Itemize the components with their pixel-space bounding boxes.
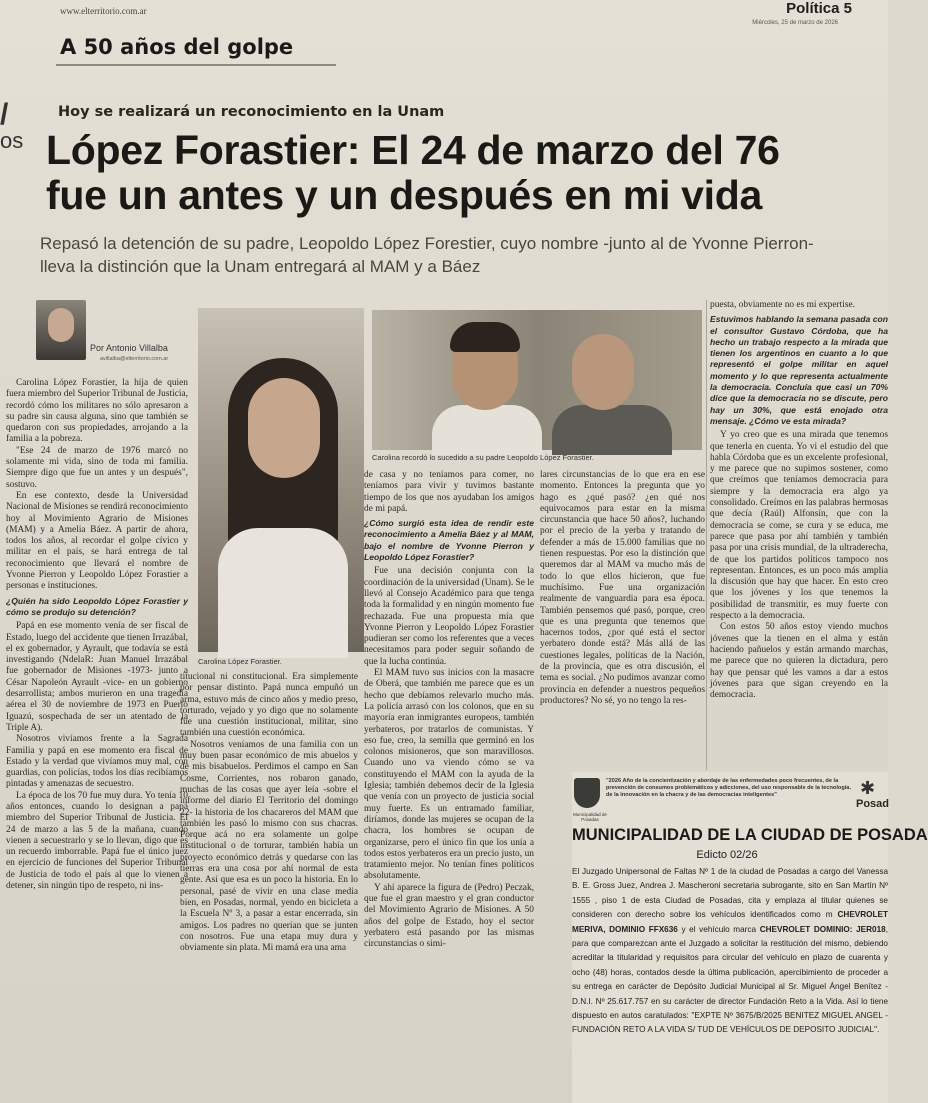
site-url: www.elterritorio.com.ar — [60, 6, 147, 16]
gutter-fragment: os — [0, 128, 24, 153]
article-kicker: Hoy se realizará un reconocimiento en la Unam — [58, 104, 445, 120]
series-tag: A 50 años del golpe — [60, 35, 294, 59]
photo-father-and-son — [372, 310, 702, 450]
photo-caption: Carolina recordó lo sucedido a su padre Leopoldo López Forastier. — [372, 453, 594, 462]
column-divider — [706, 300, 707, 770]
article-column-3: de casa y no teníamos para comer, no teníamos para vivir y tuvimos bastante tiempo de los que nos ayudaban los amigos de mi papá. ¿Cómo surgió esta idea de rendir este reconocimiento a Amelia Báez y al MAM, bajo el nombre de Yvonne Pierron y Leopoldo López Forastier? Fue una decisión conjunta con la coordinación de la universidad (Unam). Se le llevó al Consejo Académico para que tenga toda la formalidad y en ningún momento fue rechazada. Fue una propuesta mía que Yvonne Pierron y Leopoldo López Forastier pudieran ser como los referentes que a veces necesitamos para poder seguir soñando de que la lucha continúa. El MAM tuvo sus inicios con la masacre de Oberá, que también me parece que es un hecho que debíamos relevarlo mucho más. La policía arrasó con los colonos, que en su mayoría eran inmigrantes europeos, también yerbateros, por tratarlos de comunistas. Y eso fue, creo, la semilla que germinó en los colonos misioneros, que son maravillosos. Cuando uno va viendo cómo se va constituyendo el MAM con la ayuda de la Iglesia; también debemos decir de la Iglesia que venía con un proyecto de justicia social muy fuerte. Es un entramado familiar, diríamos, donde las mujeres se ocupan de la chacra, los hombres se ocupan de organizarse, pero el único fin que los unía a todos estos yerbateros era un precio justo, un tratamiento mejor. No tenían fines políticos absolutamente. Y ahí aparece la figura de (Pedro) Peczak, que fue el gran maestro y el gran conductor del Movimiento Agrario de Misiones. A 50 años del golpe de Estado, hoy el sector yerbatero está pasando por las mismas circunstancias o simi- — [364, 470, 534, 950]
notice-motto: "2026 Año de la concientización y abordaje de las enfermedades poco frecuentes, de la prevención de consumos problemáticos y adicciones, del uso responsable de la tecnología, de la innovación en la chacra y de las democracias inteligentes" — [606, 778, 851, 798]
photo-carolina — [198, 308, 364, 652]
page-date: Miércoles, 25 de marzo de 2026 — [752, 20, 838, 26]
article-column-2: titucional ni constitucional. Era simplemente por pensar distinto. Papá nunca empuñó un arma, estuvo más de cinco años y medio preso, torturado, vejado y yo digo que no solamente fue una cuestión institucional, militar, sino también una cuestión económica. Nosotros veníamos de una familia con un muy buen pasar económico de mis abuelos y de mis bisabuelos. Perdimos el campo en San Cosme, Corrientes, nos robaron ganado, muchas de las cosas que ayer leía -sobre el informe del diario El Territorio del domingo 22- la historia de los chacareros del MAM que también les pasó lo mismo con sus chacras. Porque acá no era solamente un golpe institucional o de torturar, también había un proyecto económico detrás y quedarse con las tierras era una cosa por ahí normal de esta gente. Así que esa es un poco la historia. En lo personal, pasé de vivir en una clase media bien, en Posadas, normal, yendo en bicicleta a la Escuela Nº 3, a pasar a estar encerrada, sin amigos. Los padres no querían que se junten con nosotros. Fue una etapa muy dura y obviamente sin plata. Mi mamá era una ama — [180, 672, 358, 954]
photo-caption: Carolina López Forastier. — [198, 657, 282, 666]
author-photo — [36, 300, 86, 360]
article-column-4: lares circunstancias de lo que era en ese momento. Entonces la pregunta que yo hago es ¿qué pasó? ¿en qué nos equivocamos para estar en la misma circunstancia que hace 50 años?, luchando por el precio de la yerba y tratando de defender a más de 15.000 familias que no tienen respuestas. Por eso la distinción que queremos dar al MAM va mucho más de todo lo que ellos hicieron, que fue muchísimo. Fue una organización realmente de vanguardia para esa época. También pensemos qué pasó, porque, creo que es una pregunta que tenemos que hacernos todos, ¿por qué está el sector yerbatero donde está? Más allá de las cuestiones legales, políticas de la Nación, de la provincia, que es otra discusión, el tema es social. ¿No pudimos avanzar como provincia en defender a nuestros pequeños productores? No sé, yo no tengo la res- — [540, 470, 705, 706]
article-deck: Repasó la detención de su padre, Leopoldo López Forestier, cuyo nombre -junto al de Yvonne Pierron- lleva la distinción que la Unam entregará al MAM y a Báez — [40, 234, 814, 276]
page-number: 5 — [843, 0, 852, 17]
notice-edict-number: Edicto 02/26 — [696, 849, 758, 861]
interview-question: ¿Quién ha sido Leopoldo López Forastier y cómo se produjo su detención? — [6, 595, 188, 617]
header-rule — [56, 64, 336, 66]
article-column-1: Carolina López Forastier, la hija de quien fuera miembro del Superior Tribunal de Justicia, recordó cómo los militares no sólo apresaron a su padre sin causa alguna, sino que también se quedaron con sus propiedades, arrojando a la familia a la pobreza. "Ese 24 de marzo de 1976 marcó no solamente mi vida, sino de toda mi familia. Siempre digo que fue un antes y un después", sostuvo. En ese contexto, desde la Universidad Nacional de Misiones se rendirá reconocimiento hoy al Movimiento Agrario de Misiones (MAM) y a Amelia Báez. A partir de ahora, todos los años, al recordar el golpe cívico y militar en el país, se hará entrega de tal reconocimiento que llevará el nombre de Yvonne Pierron y Leopoldo López Forastier a personas e instituciones. ¿Quién ha sido Leopoldo López Forastier y cómo se produjo su detención? Papá en ese momento venía de ser fiscal de Estado, luego del accidente que tienen Irrazábal, el ex gobernador, y Ayrault, que todavía se está investigando (NdelaR: Juan Manuel Irrazábal fue gobernador de Misiones -1973- junto a César Napoleón Ayrault -vice- en un gobierno desarrollista; ambos murieron en una tragedia aérea el 30 de noviembre de 1973 en Puerto Iguazú, sospechada de ser un atentado de la Triple A). Nosotros vivíamos frente a la Sagrada Familia y papá en ese momento era fiscal de Estado y la verdad que vivíamos muy mal, con guardias, con policías, todos los días recibíamos pintadas y amenazas de secuestro. La época de los 70 fue muy dura. Yo tenía 10 años entonces, cuando lo designan a papá miembro del Superior Tribunal de Justicia. El 24 de marzo a las 5 de la mañana, cuando vienen a secuestrarlo y se lo llevan, digo que es un recuerdo imborrable. Papá fue el único juez en ejercicio de funciones del Superior Tribunal de Justicia de todo el país al que lo vienen a detener, sin ningún tipo de respeto, ni ins- — [6, 378, 188, 892]
notice-body: El Juzgado Unipersonal de Faltas Nº 1 de la ciudad de Posadas a cargo del Vanessa B. E. Gross Juez, Andrea J. Mascheroni secretaria subrogante, sito en San Martín Nº 1555 , piso 1 de esta Ciudad de Posadas, cita y emplaza al titular quienes se consideren con derecho sobre los vehículos identificados como m CHEVROLET MERIVA, DOMINIO FFX636 y el vehículo marca CHEVROLET DOMINIO: JER018, para que comparezcan ante el Juzgado a solicitar la restitución del mismo, debiendo acreditar la titularidad y requisitos para circular del vehículo en plazo de cuarenta y ocho (48) horas, contados desde la última publicación, apercibimiento de proceder a su entrega en carácter de Depósito Judicial Municipal al Sr. Miguel Ángel Benítez - D.N.I. Nº 25.617.757 en su carácter de director Fundación Reto a la Vida. Así lo tiene dispuesto en autos caratulados: "EXPTE Nº 3675/B/2025 BENITEZ MIGUEL ANGEL - FUNDACIÓN RETO A LA VIDA S/ TUD DE VEHÍCULOS DE DEPOSITO JUDICIAL". — [572, 867, 889, 1035]
gutter-fragment: / — [0, 98, 9, 131]
interview-question: ¿Cómo surgió esta idea de rendir este reconocimiento a Amelia Báez y al MAM, bajo el nombre de Yvonne Pierron y Leopoldo López Forastier? — [364, 518, 534, 563]
interview-question: Estuvimos hablando la semana pasada con el consultor Gustavo Córdoba, que ha hecho un trabajo respecto a la mirada que tienen los argentinos en cuanto a lo que representó el golpe militar en aquel momento y lo que representa actualmente la democracia. Concluía que casi un 70% dice que la democracia no se discute, pero hay un 30%, que está enojado otra mensaje. ¿Cómo ve esta mirada? — [710, 314, 888, 426]
notice-title: MUNICIPALIDAD DE LA CIUDAD DE POSADA — [572, 826, 928, 844]
byline-email: avillalba@elterritorio.com.ar — [100, 356, 169, 362]
sun-logo-icon: ✱ — [860, 778, 876, 798]
municipal-shield-icon — [574, 778, 600, 808]
article-headline: López Forastier: El 24 de marzo del 76 fue un antes y un después en mi vida — [46, 127, 780, 218]
notice-logo: Posad — [856, 798, 890, 810]
byline: Por Antonio Villalba — [90, 343, 168, 353]
municipal-shield-label: Municipalidad de Posadas — [573, 812, 607, 822]
section-name: Política 5 — [786, 0, 852, 17]
article-column-5: puesta, obviamente no es mi expertise. Estuvimos hablando la semana pasada con el consultor Gustavo Córdoba, que ha hecho un trabajo respecto a la mirada que tienen los argentinos en cuanto a lo que representó el golpe militar en aquel momento y lo que representa actualmente la democracia. Concluía que casi un 70% dice que la democracia no se discute, pero hay un 30%, que está enojado otra mensaje. ¿Cómo ve esta mirada? Y yo creo que es una mirada que tenemos que tenerla en cuenta. Yo vi el estudio del que habla Córdoba que es un excelente profesional, y me parece que no supimos sostener, como que creímos que teníamos democracia para siempre y la democracia era algo ya consolidado. Creímos en las palabras hermosas que decía (Raúl) Alfonsín, que con la democracia se come, se cura y se educa, me parece que pasa por ahí también y también pasa por una crisis mundial, de la ultraderecha, de que los partidos políticos tampoco nos representan. Entonces, es un poco más amplia la discusión que hay que hacer. En esto creo que los jóvenes y los que tenemos la posibilidad de transmitir, es muy fuerte con respecto a la democracia. Con estos 50 años estoy viendo muchos jóvenes que la tienen en el alma y están haciendo pañuelos y están armando marchas, me parece que no quieren la dictadura, pero hay que pensar qué les vamos a dar a estos jóvenes para que sigan creyendo en la democracia. — [710, 300, 888, 701]
